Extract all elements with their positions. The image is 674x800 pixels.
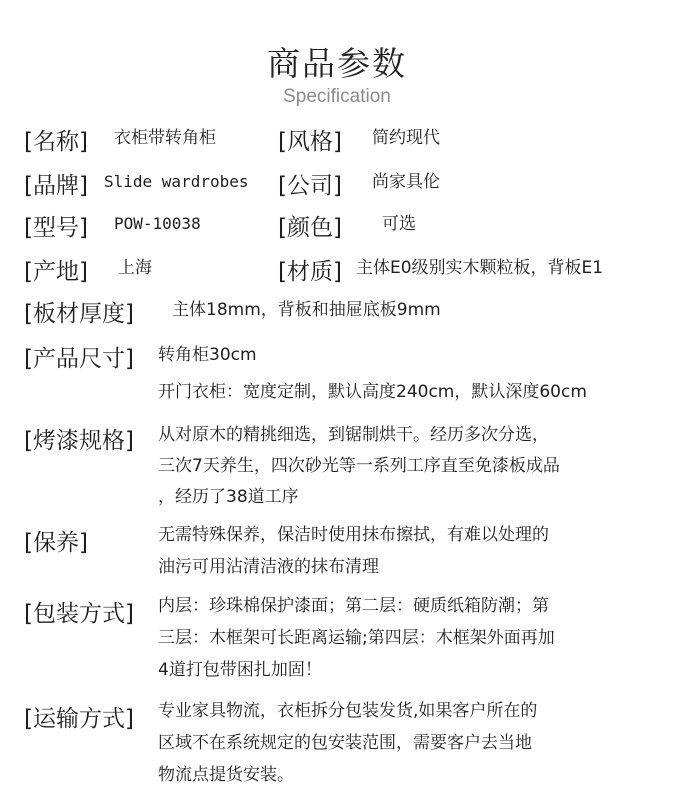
shipping-value-line1: 专业家具物流，衣柜拆分包装发货,如果客户所在的	[158, 701, 538, 721]
packaging-value-line3: 4道打包带困扎加固！	[158, 660, 322, 680]
shipping-label: [运输方式]	[24, 706, 134, 732]
model-label: [型号]	[24, 215, 88, 241]
size-value-line1: 转角柜30cm	[158, 345, 257, 365]
shipping-value-line3: 物流点提货安装。	[158, 765, 294, 785]
care-value-line1: 无需特殊保养，保洁时使用抹布擦拭，有难以处理的	[158, 525, 549, 545]
color-value: 可选	[382, 214, 416, 234]
thickness-label: [板材厚度]	[24, 301, 134, 327]
thickness-value: 主体18mm，背板和抽屉底板9mm	[172, 300, 441, 320]
model-value: POW-10038	[114, 214, 201, 233]
style-label: [风格]	[278, 129, 342, 155]
paint-value-line2: 三次7天养生，四次砂光等一系列工序直至免漆板成品	[158, 456, 560, 476]
material-label: [材质]	[278, 259, 342, 285]
name-label: [名称]	[24, 129, 88, 155]
shipping-value-line2: 区域不在系统规定的包安装范围，需要客户去当地	[158, 733, 532, 753]
company-label: [公司]	[278, 173, 342, 199]
page-title: 商品参数	[267, 44, 407, 83]
brand-value: Slide wardrobes	[104, 172, 249, 191]
care-label: [保养]	[24, 530, 88, 556]
packaging-value-line1: 内层：珍珠棉保护漆面；第二层：硬质纸箱防潮；第	[158, 596, 549, 616]
care-value-line2: 油污可用沾清洁液的抹布清理	[158, 557, 379, 577]
company-value: 尚家具伦	[372, 172, 440, 192]
name-value: 衣柜带转角柜	[114, 128, 216, 148]
size-label: [产品尺寸]	[24, 346, 134, 372]
packaging-value-line2: 三层：木框架可长距离运输;第四层：木框架外面再加	[158, 628, 555, 648]
paint-label: [烤漆规格]	[24, 428, 134, 454]
packaging-label: [包装方式]	[24, 601, 134, 627]
color-label: [颜色]	[278, 215, 342, 241]
paint-value-line3: ，经历了38道工序	[158, 487, 299, 507]
brand-label: [品牌]	[24, 173, 88, 199]
origin-value: 上海	[118, 258, 152, 278]
origin-label: [产地]	[24, 259, 88, 285]
page-subtitle: Specification	[283, 86, 391, 107]
size-value-line2: 开门衣柜：宽度定制，默认高度240cm，默认深度60cm	[158, 382, 587, 402]
paint-value-line1: 从对原木的精挑细选，到锯制烘干。经历多次分选，	[158, 425, 549, 445]
material-value: 主体E0级别实木颗粒板，背板E1	[356, 258, 604, 278]
style-value: 简约现代	[372, 128, 440, 148]
